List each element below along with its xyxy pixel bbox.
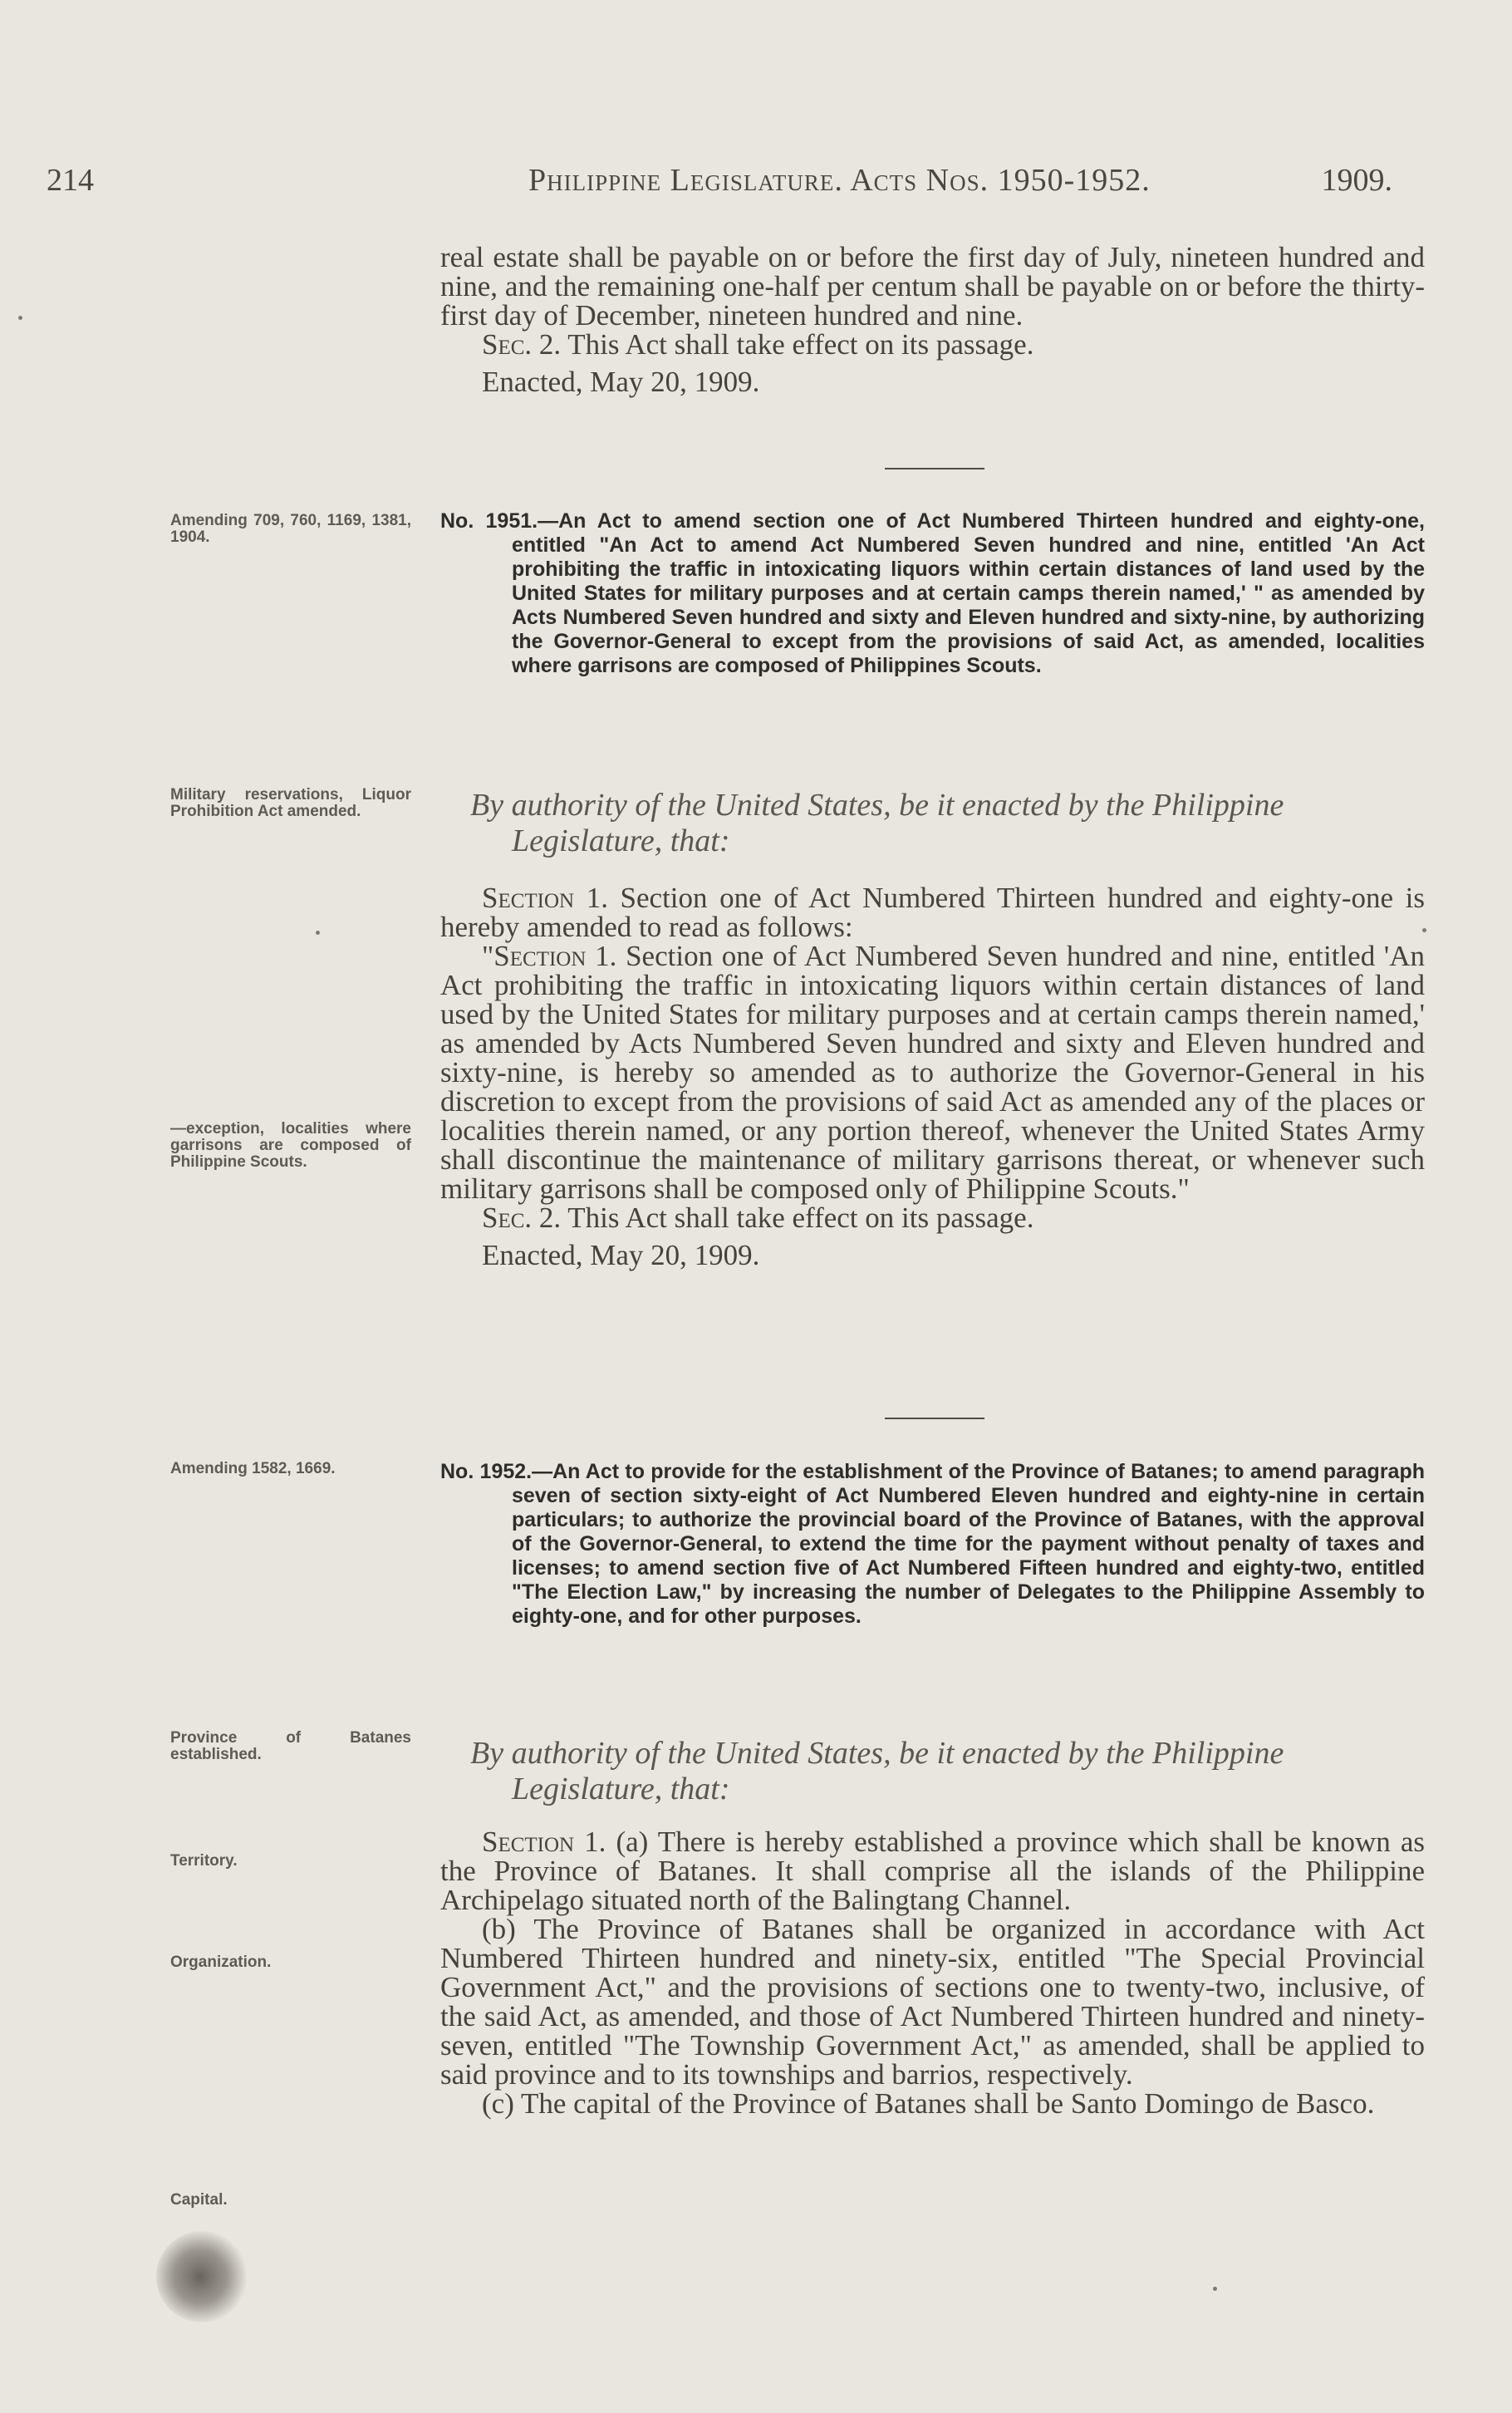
section-1c: (c) The capital of the Province of Batanes shall be Santo Domingo de Basco. — [482, 2087, 1375, 2120]
section-label: Section 1. — [482, 882, 608, 914]
margin-note-amending: Amending 1582, 1669. — [170, 1460, 336, 1477]
section-text: This Act shall take effect on its passage. — [567, 328, 1034, 361]
paper-speck — [1422, 928, 1426, 932]
section-text: This Act shall take effect on its passage. — [567, 1202, 1034, 1234]
margin-note-amending: Amending 709, 760, 1169, 1381, 1904. — [170, 512, 411, 546]
act-number: No. 1952. — [440, 1460, 533, 1483]
header-year: 1909. — [1321, 163, 1392, 198]
margin-note-territory: Territory. — [170, 1852, 238, 1870]
page-number: 214 — [47, 163, 94, 198]
enacted-date: Enacted, May 20, 1909. — [482, 366, 760, 398]
enacted-date: Enacted, May 20, 1909. — [482, 1239, 760, 1271]
divider-rule — [885, 1418, 984, 1419]
margin-note-organization: Organization. — [170, 1953, 272, 1971]
paper-speck — [18, 316, 22, 320]
section-2 — [440, 1203, 1425, 1232]
enacting-clause: By authority of the United States, be it enacted by the Philippine Legislature, that: — [470, 788, 1284, 858]
section-text: (a) There is hereby established a province which shall be known as the Province of Batanes. It shall comprise all the islands of the Philippine Archipelago situated north of the Balingtang Channel. — [440, 1826, 1426, 1916]
margin-note-province: Province of Batanes established. — [170, 1729, 411, 1763]
act-1952-body — [440, 1827, 1425, 2118]
page-header — [47, 162, 1392, 212]
margin-note-capital: Capital. — [170, 2191, 228, 2209]
act-title: —An Act to provide for the establishment of the Province of Batanes; to amend paragraph seven of section sixty-eight of Act Numbered Eleven hundred and eighty-nine in certain particulars; to authorize the provincial board of the Province of Batanes, with the approval of the Governor-General, to extend the time for the payment without penalty of taxes and licenses; to amend section five of Act Numbered Fifteen hundred and eighty-two, entitled "The Election Law," by increasing the number of Delegates to the Philippine Assembly to eighty-one, and for other purposes. — [512, 1460, 1425, 1628]
act-1951-heading — [440, 509, 1425, 678]
section-label: Sec. 2. — [482, 328, 562, 361]
act-title: —An Act to amend section one of Act Numbered Thirteen hundred and eighty-one, entitled "An Act to amend Act Numbered Seven hundred and nine, entitled 'An Act prohibiting the traffic in intoxicating liquors within certain distances of land used by the United States for military purposes and at certain camps therein named,' " as amended by Acts Numbered Seven hundred and sixty and Eleven hundred and sixty-nine, by authorizing the Governor-General to except from the provisions of said Act, as amended, localities where garrisons are composed of Philippines Scouts. — [512, 509, 1425, 677]
margin-note-exception: —exception, localities where garrisons are composed of Philippine Scouts. — [170, 1120, 411, 1171]
section-label: Sec. 2. — [482, 1202, 562, 1234]
section-1 — [440, 883, 1425, 941]
section-label: Section 1. — [482, 1826, 606, 1858]
continuation-paragraph: real estate shall be payable on or before the first day of July, nineteen hundred and nine, and the remaining one-half per centum shall be payable on or before the thirty-first day of December, nineteen hundred and nine. — [440, 241, 1425, 332]
section-2 — [440, 330, 1425, 359]
ink-blot — [156, 2231, 248, 2322]
section-text: Section one of Act Numbered Thirteen hundred and eighty-one is hereby amended to read as follows: — [440, 882, 1425, 943]
previous-act-continuation — [440, 243, 1425, 396]
paper-speck — [316, 931, 320, 935]
act-1952-heading — [440, 1460, 1425, 1629]
act-1951-body — [440, 883, 1425, 1270]
paper-speck — [1213, 2287, 1217, 2291]
quoted-section-label: "Section 1. — [482, 940, 617, 972]
divider-rule — [885, 468, 984, 469]
margin-note-reservations: Military reservations, Liquor Prohibition Act amended. — [170, 786, 411, 820]
act-number: No. 1951. — [440, 509, 538, 533]
enacting-clause: By authority of the United States, be it enacted by the Philippine Legislature, that: — [470, 1736, 1284, 1806]
quoted-section-text: Section one of Act Numbered Seven hundred and nine, entitled 'An Act prohibiting the traffic in intoxicating liquors within certain distances of land used by the United States for military purposes and at certain camps therein named,' as amended by Acts Numbered Seven hundred and sixty and Eleven hundred and sixty-nine, is hereby so amended as to authorize the Governor-General in his discretion to except from the provisions of said Act as amended any of the places or localities therein named, or any portion thereof, whenever the United States Army shall discontinue the maintenance of military garrisons thereat, or whenever such military garrisons shall be composed only of Philippine Scouts." — [440, 940, 1426, 1205]
section-1a — [440, 1827, 1425, 1914]
section-1b: (b) The Province of Batanes shall be organized in accordance with Act Numbered Thirteen hundred and ninety-six, entitled "The Special Provincial Government Act," and the provisions of sections one to twenty-two, inclusive, of the said Act, as amended, and those of Act Numbered Thirteen hundred and ninety-seven, entitled "The Township Government Act," as amended, shall be applied to said province and to its townships and barrios, respectively. — [440, 1913, 1425, 2091]
running-title: Philippine Legislature. Acts Nos. 1950-1952. — [528, 163, 1151, 198]
amended-section-quote — [440, 941, 1425, 1203]
